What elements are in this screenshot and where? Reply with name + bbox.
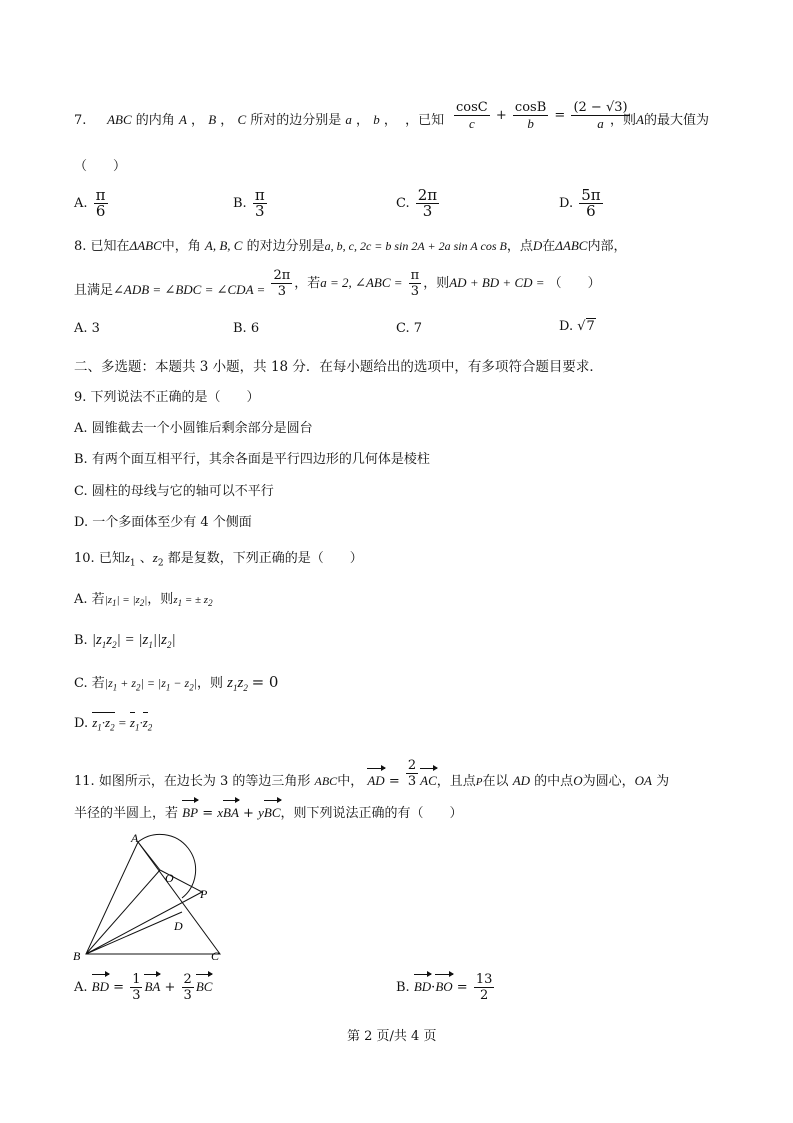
q9-option-d[interactable]: D. 一个多面体至少有 4 个侧面 xyxy=(74,515,252,530)
q7-option-b[interactable]: B. $\frac{\pi}{3}$ xyxy=(233,186,265,220)
q10-option-b[interactable]: B. $|z_1z_2| = |z_1||z_2|$ xyxy=(74,632,176,650)
label-o: O xyxy=(165,871,174,885)
q10-option-c[interactable]: C. 若$|z_1 + z_2| = |z_1 - z_2|$，则 $z_1z_2 = 0$ xyxy=(74,673,279,693)
page-footer: 第 2 页/共 4 页 xyxy=(347,1029,437,1044)
label-a: A xyxy=(131,832,139,845)
segment-bo xyxy=(86,870,160,954)
q7-option-a[interactable]: A. $\frac{\pi}{6}$ xyxy=(74,186,106,220)
section-heading: 二、多选题：本题共 3 小题，共 18 分．在每小题给出的选项中，有多项符合题目要求． xyxy=(74,359,603,375)
q7-option-d[interactable]: D. $\frac{5\pi}{6}$ xyxy=(559,186,601,220)
label-b: B xyxy=(73,949,81,963)
q7-paren: （ ） xyxy=(74,159,127,174)
segment-ao xyxy=(138,842,160,870)
q9-stem: 9. 下列说法不正确的是（ ） xyxy=(74,390,260,405)
q8-option-a[interactable]: A. 3 xyxy=(74,321,100,336)
q10-stem: 10. 已知$z_1$ 、$z_2$ 都是复数，下列正确的是（ ） xyxy=(74,550,363,569)
q10-option-a[interactable]: A. 若$|z_1| = |z_2|$，则$z_1$ = ± $z_2$ xyxy=(74,592,213,609)
q11-figure xyxy=(70,832,230,967)
q8-option-c[interactable]: C. 7 xyxy=(396,321,423,336)
q8-option-b[interactable]: B. 6 xyxy=(233,321,260,336)
q11-line1: 11. 如图所示，在边长为 3 的等边三角形 ABC中， AD = $\frac{2}{3}$ AC，且点$_P$在以 AD 的中点O为圆心，OA 为 xyxy=(74,758,670,789)
q9-option-b[interactable]: B. 有两个面互相平行，其余各面是平行四边形的几何体是棱柱 xyxy=(74,452,430,467)
q7-formula: $\frac{\cos C}{c}$ + $\frac{\cos B}{b}$ = $\frac{(2 - √3)}{a}$ xyxy=(456,100,628,131)
q9-option-c[interactable]: C. 圆柱的母线与它的轴可以不平行 xyxy=(74,484,274,499)
semicircle-arc xyxy=(138,834,196,898)
segment-bd xyxy=(86,912,182,954)
q7-line1-end: ，则A的最大值为 xyxy=(610,112,709,128)
q11-option-b[interactable]: B. BD·BO = $\frac{13}{2}$ xyxy=(396,972,493,1003)
q11-option-a[interactable]: A. BD = $\frac{1}{3}$ BA + $\frac{2}{3}$ BC xyxy=(74,972,213,1003)
q9-option-a[interactable]: A. 圆锥截去一个小圆锥后剩余部分是圆台 xyxy=(74,421,313,436)
q8-line2: 且满足∠ADB = ∠BDC = ∠CDA = $\frac{2\pi}{3}$ ，若a = 2, ∠ABC = $\frac{\pi}{3}$ ，则AD + BD + CD = （ ） xyxy=(74,268,601,299)
label-c: C xyxy=(211,949,220,963)
q8-option-d[interactable]: D. √7 xyxy=(559,319,595,334)
q7-triangle: ABC xyxy=(107,112,132,127)
q7-option-c[interactable]: C. $\frac{2\pi}{3}$ xyxy=(396,186,438,220)
q7-frac-rhs: $\frac{(2 - √3)}{a}$ xyxy=(573,100,628,131)
q7-frac-cosb: $\frac{\cos B}{b}$ xyxy=(514,100,547,131)
q10-option-d[interactable]: D. $z_1\cdot z_2 = z_1\cdot z_2$ xyxy=(74,712,152,737)
segment-bp xyxy=(86,892,202,954)
q7-frac-cosc: $\frac{\cos C}{c}$ xyxy=(456,100,488,131)
label-d: D xyxy=(174,919,183,933)
q7-line1: 7. ABC 的内角 A ， B ， C 所对的边分别是 a ， b ， ，已知 xyxy=(74,112,445,128)
label-p: P xyxy=(200,887,208,901)
q11-line2: 半径的半圆上，若 BP = xBA + yBC，则下列说法正确的有（ ） xyxy=(74,800,463,823)
q8-line1: 8. 已知在ΔABC中，角 A, B, C 的对边分别是a, b, c, 2c = b sin 2A + 2a sin A cos B，点D在ΔABC内部， xyxy=(74,238,627,254)
